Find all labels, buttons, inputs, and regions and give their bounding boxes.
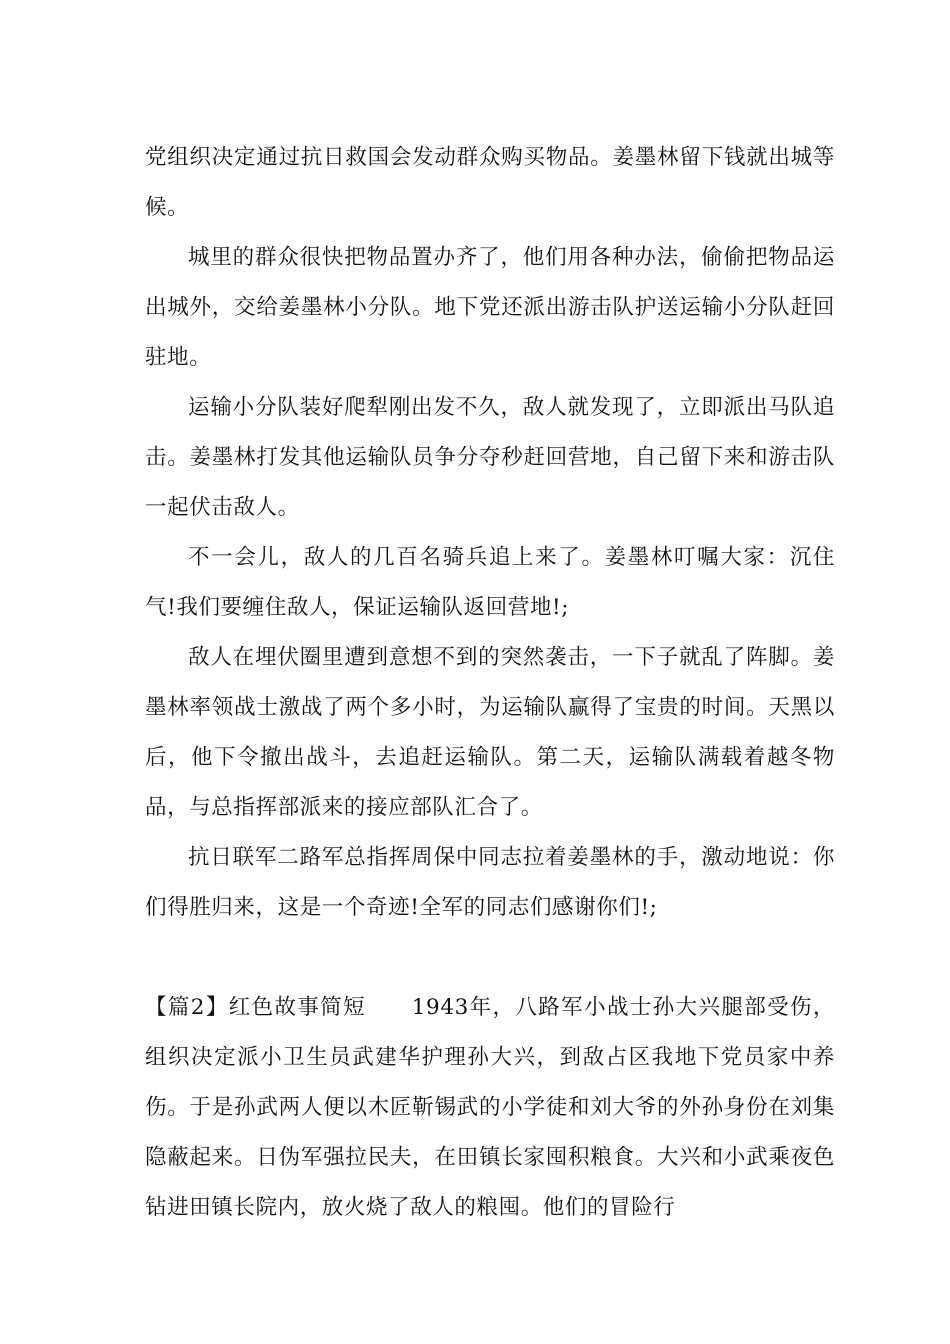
paragraph-3: 运输小分队装好爬犁刚出发不久，敌人就发现了，立即派出马队追击。姜墨林打发其他运输队员争分夺秒赶回营地，自己留下来和游击队一起伏击敌人。 [145, 395, 835, 520]
paragraph-2: 城里的群众很快把物品置办齐了，他们用各种办法，偷偷把物品运出城外，交给姜墨林小分队。地下党还派出游击队护送运输小分队赶回驻地。 [145, 245, 835, 370]
paragraph-4: 不一会儿，敌人的几百名骑兵追上来了。姜墨林叮嘱大家：沉住气!我们要缠住敌人，保证运输队返回营地!; [145, 545, 835, 620]
section-gap [145, 933, 835, 983]
paragraph-section-2: 【篇2】红色故事简短 1943年，八路军小战士孙大兴腿部受伤，组织决定派小卫生员武建华护理孙大兴，到敌占区我地下党员家中养伤。于是孙武两人便以木匠靳锡武的小学徒和刘大爷的外孙身份在刘集隐蔽起来。日伪军强拉民夫，在田镇长家囤积粮食。大兴和小武乘夜色钻进田镇长院内，放火烧了敌人的粮囤。他们的冒险行 [145, 995, 835, 1220]
paragraph-1: 党组织决定通过抗日救国会发动群众购买物品。姜墨林留下钱就出城等候。 [145, 145, 835, 220]
paragraph-5: 敌人在埋伏圈里遭到意想不到的突然袭击，一下子就乱了阵脚。姜墨林率领战士激战了两个多小时，为运输队赢得了宝贵的时间。天黑以后，他下令撤出战斗，去追赶运输队。第二天，运输队满载着越冬物品，与总指挥部派来的接应部队汇合了。 [145, 645, 835, 820]
document-page [145, 133, 835, 1233]
paragraph-6: 抗日联军二路军总指挥周保中同志拉着姜墨林的手，激动地说：你们得胜归来，这是一个奇迹!全军的同志们感谢你们!; [145, 845, 835, 920]
